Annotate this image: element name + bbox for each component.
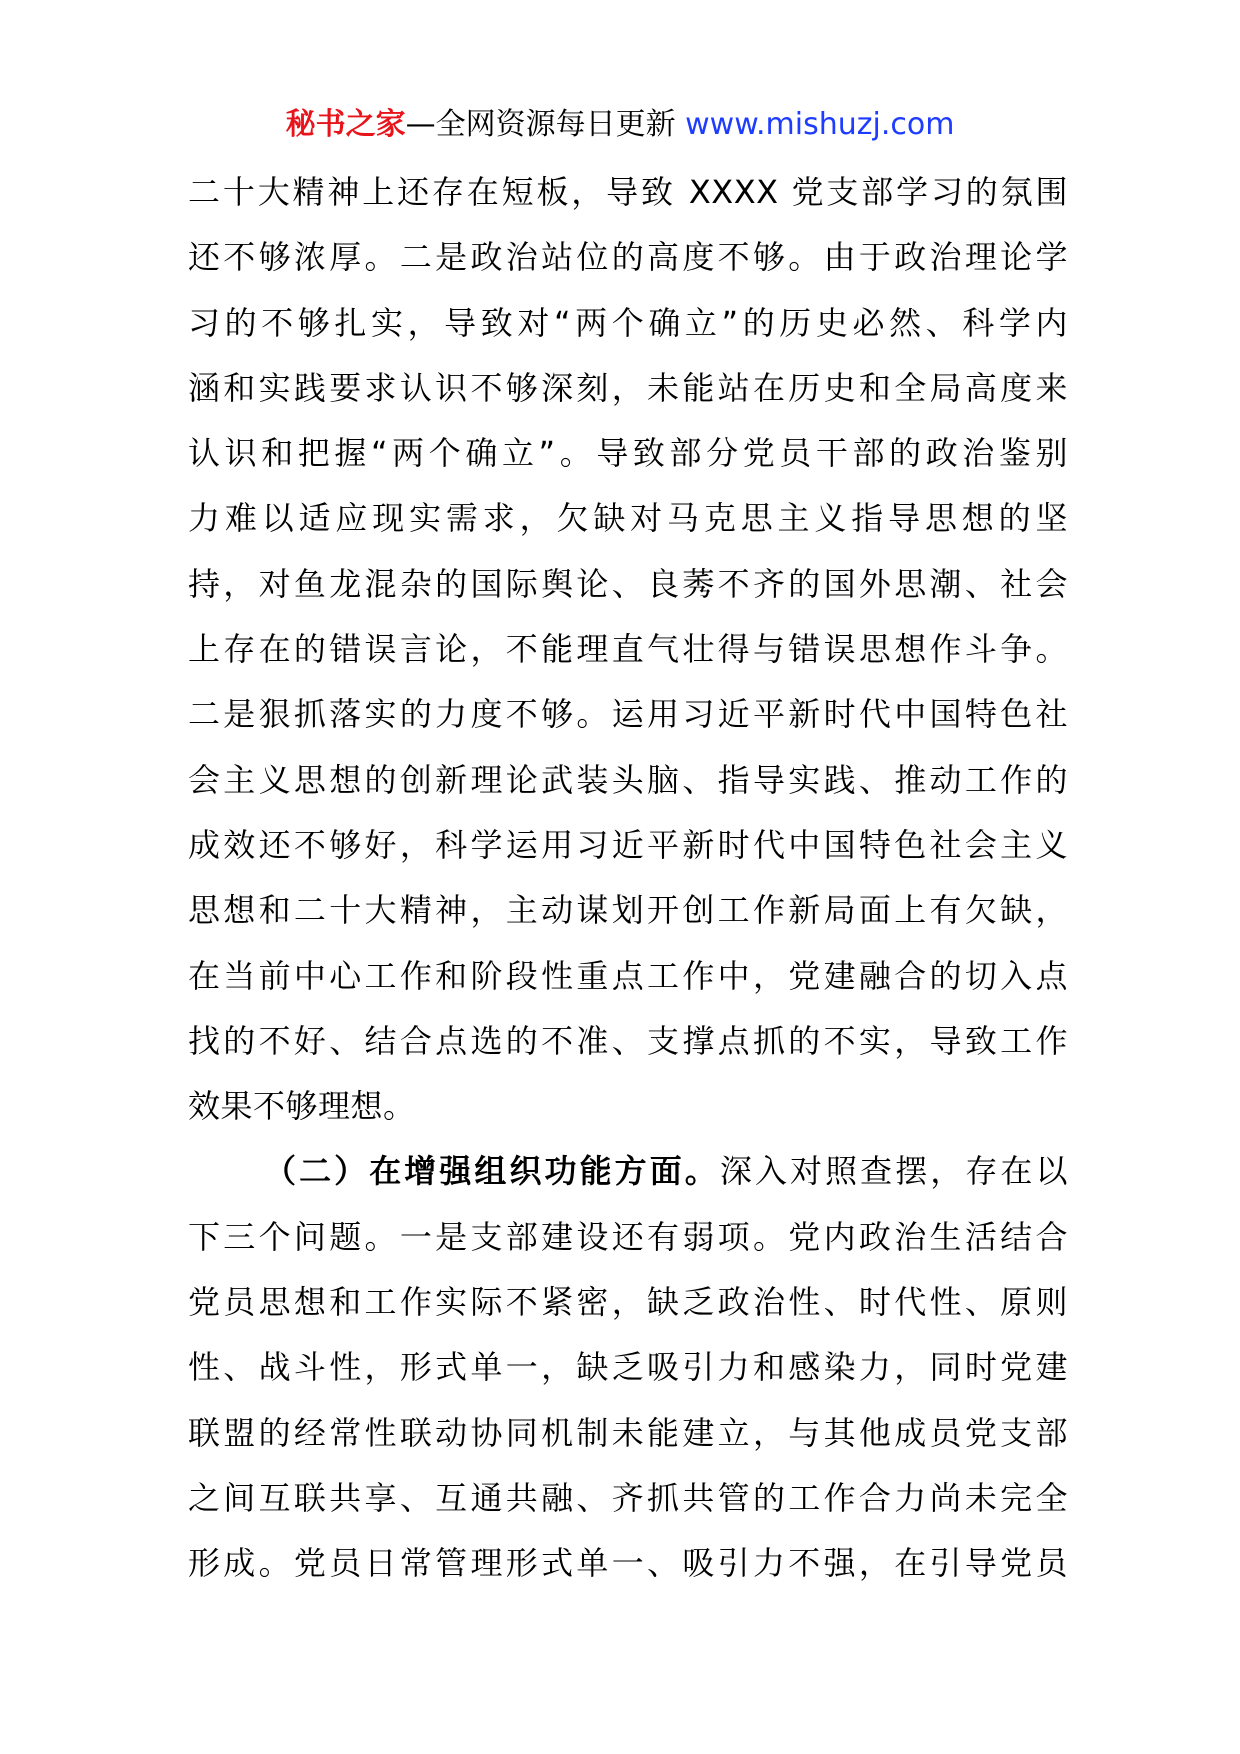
paragraph-line: 认识和把握“两个确立”。导致部分党员干部的政治鉴别	[188, 434, 1068, 473]
paragraph-line: 二十大精神上还存在短板，导致 XXXX 党支部学习的氛围	[188, 173, 1068, 211]
section-heading-rest: 深入对照查摆，存在以	[719, 1152, 1068, 1191]
paragraph-line: 党员思想和工作实际不紧密，缺乏政治性、时代性、原则	[188, 1283, 1068, 1322]
paragraph-line: 还不够浓厚。二是政治站位的高度不够。由于政治理论学	[188, 238, 1068, 277]
section-heading: （二）在增强组织功能方面。	[264, 1152, 720, 1191]
paragraph-line: 之间互联共享、互通共融、齐抓共管的工作合力尚未完全	[188, 1478, 1068, 1517]
paragraph-line: 联盟的经常性联动协同机制未能建立，与其他成员党支部	[188, 1413, 1068, 1452]
paragraph-line: 二是狠抓落实的力度不够。运用习近平新时代中国特色社	[188, 695, 1068, 734]
paragraph-line: 找的不好、结合点选的不准、支撑点抓的不实，导致工作	[188, 1021, 1068, 1060]
paragraph-line: 涵和实践要求认识不够深刻，未能站在历史和全局高度来	[188, 368, 1068, 407]
paragraph-line: 持，对鱼龙混杂的国际舆论、良莠不齐的国外思潮、社会	[188, 564, 1068, 603]
paragraph-line: 形成。党员日常管理形式单一、吸引力不强，在引导党员	[188, 1544, 1068, 1583]
header-tagline: —全网资源每日更新	[405, 107, 686, 142]
paragraph-line: 力难以适应现实需求，欠缺对马克思主义指导思想的坚	[188, 499, 1068, 538]
paragraph-line: 成效还不够好，科学运用习近平新时代中国特色社会主义	[188, 825, 1068, 864]
paragraph-line: 在当前中心工作和阶段性重点工作中，党建融合的切入点	[188, 956, 1068, 995]
site-header	[0, 103, 1240, 147]
paragraph-line: 会主义思想的创新理论武装头脑、指导实践、推动工作的	[188, 760, 1068, 799]
paragraph-line: 效果不够理想。	[188, 1087, 416, 1126]
paragraph-line: 下三个问题。一是支部建设还有弱项。党内政治生活结合	[188, 1217, 1068, 1256]
paragraph-line: 思想和二十大精神，主动谋划开创工作新局面上有欠缺，	[188, 891, 1068, 930]
brand-name: 秘书之家	[285, 107, 406, 142]
document-body	[188, 160, 1068, 1597]
section-heading-line	[188, 1139, 1068, 1204]
paragraph-line: 上存在的错误言论，不能理直气壮得与错误思想作斗争。	[188, 630, 1068, 669]
paragraph-line: 性、战斗性，形式单一，缺乏吸引力和感染力，同时党建	[188, 1348, 1068, 1387]
paragraph-line: 习的不够扎实，导致对“两个确立”的历史必然、科学内	[188, 303, 1068, 342]
site-url-link[interactable]: www.mishuzj.com	[685, 107, 955, 142]
